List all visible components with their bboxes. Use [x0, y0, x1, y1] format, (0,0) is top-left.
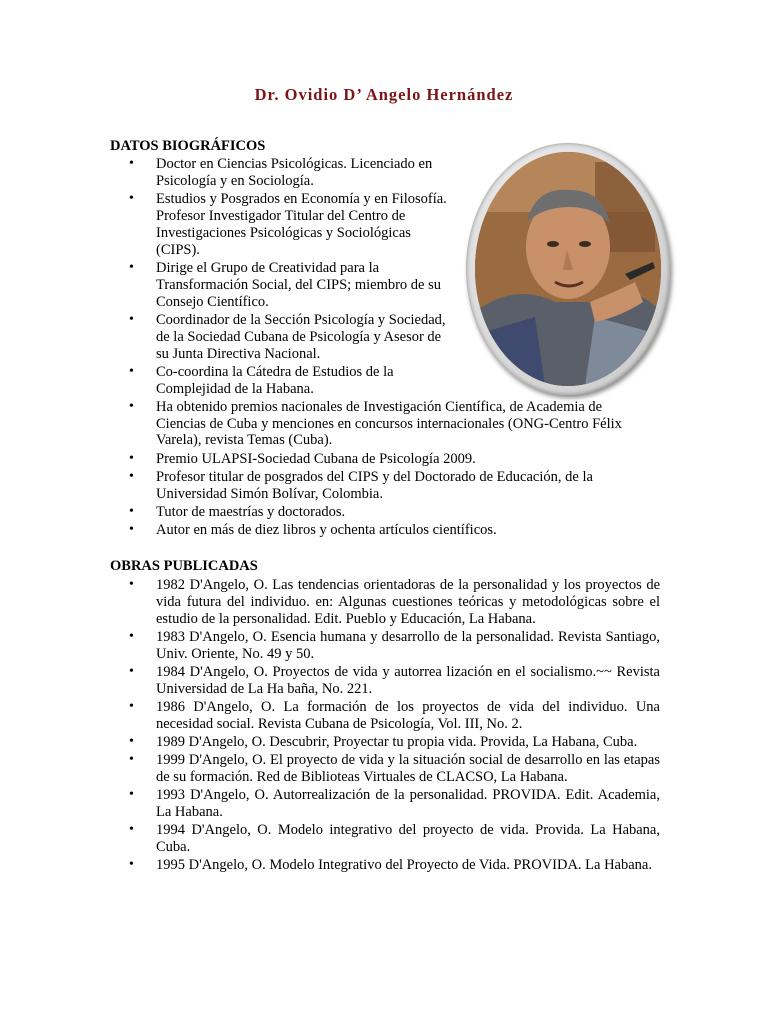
work-item: • 1984 D'Angelo, O. Proyectos de vida y autorrea lización en el socialismo.~~ Revista Universidad de La Ha baña, No. 221.	[110, 664, 660, 698]
bio-item: • Co-coordina la Cátedra de Estudios de la Complejidad de la Habana.	[110, 364, 456, 398]
bio-item: • Estudios y Posgrados en Economía y en Filosofía. Profesor Investigador Titular del Centro de Investigaciones Psicológicas y Sociológicas (CIPS).	[110, 191, 456, 259]
portrait-illustration	[475, 152, 661, 386]
bio-item: • Dirige el Grupo de Creatividad para la Transformación Social, del CIPS; miembro de su Consejo Científico.	[110, 260, 456, 311]
work-item: • 1989 D'Angelo, O. Descubrir, Proyectar tu propia vida. Provida, La Habana, Cuba.	[110, 734, 660, 751]
work-item: • 1994 D'Angelo, O. Modelo integrativo del proyecto de vida. Provida. La Habana, Cuba.	[110, 822, 660, 856]
work-item: • 1982 D'Angelo, O. Las tendencias orientadoras de la personalidad y los proyectos de vida futura del individuo. en: Algunas cuestiones teóricas y metodológicas sobre el estudio de la personalidad. Edit. Pueblo y Educación, La Habana.	[110, 577, 660, 628]
work-item: • 1995 D'Angelo, O. Modelo Integrativo del Proyecto de Vida. PROVIDA. La Habana.	[110, 857, 660, 874]
page-title: Dr. Ovidio D’ Angelo Hernández	[254, 85, 514, 104]
portrait-photo	[475, 152, 661, 386]
works-heading: OBRAS PUBLICADAS	[110, 558, 258, 574]
bio-item: • Doctor en Ciencias Psicológicas. Licenciado en Psicología y en Sociología.	[110, 156, 456, 190]
work-item: • 1993 D'Angelo, O. Autorrealización de la personalidad. PROVIDA. Edit. Academia, La Habana.	[110, 787, 660, 821]
bio-item: • Premio ULAPSI-Sociedad Cubana de Psicología 2009.	[110, 451, 640, 468]
work-item: • 1983 D'Angelo, O. Esencia humana y desarrollo de la personalidad. Revista Santiago, Univ. Oriente, No. 49 y 50.	[110, 629, 660, 663]
work-item: • 1986 D'Angelo, O. La formación de los proyectos de vida del individuo. Una necesidad social. Revista Cubana de Psicología, Vol. III, No. 2.	[110, 699, 660, 733]
bio-item: • Profesor titular de posgrados del CIPS y del Doctorado de Educación, de la Universidad Simón Bolívar, Colombia.	[110, 469, 640, 503]
portrait-frame	[466, 143, 670, 395]
bio-item: • Coordinador de la Sección Psicología y Sociedad, de la Sociedad Cubana de Psicología y Asesor de su Junta Directiva Nacional.	[110, 312, 456, 363]
bio-item: • Ha obtenido premios nacionales de Investigación Científica, de Academia de Ciencias de Cuba y menciones en concursos internacionales (ONG-Centro Félix Varela), revista Temas (Cuba).	[110, 399, 640, 450]
bio-item: • Tutor de maestrías y doctorados.	[110, 504, 640, 521]
works-list	[110, 577, 660, 875]
work-item: • 1999 D'Angelo, O. El proyecto de vida y la situación social de desarrollo en las etapas de su formación. Red de Biblioteas Virtuales de CLACSO, La Habana.	[110, 752, 660, 786]
bio-item: • Autor en más de diez libros y ochenta artículos científicos.	[110, 522, 640, 539]
bio-heading: DATOS BIOGRÁFICOS	[110, 138, 266, 154]
